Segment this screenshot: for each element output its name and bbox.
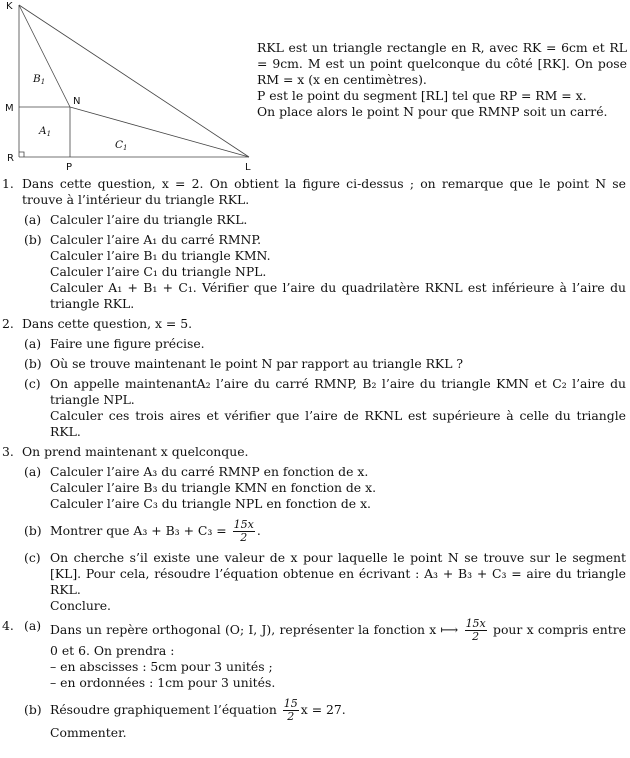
intro-p2: P est le point du segment [RL] tel que RP = RM = x.: [257, 88, 587, 103]
sub-text: Calculer l’aire du triangle RKL.: [50, 212, 248, 227]
label-r: R: [7, 153, 14, 164]
question-3c: [2, 550, 626, 614]
segment-nl: [70, 107, 249, 157]
sub-label: (a): [24, 618, 42, 633]
triangle-figure: [0, 0, 260, 178]
sub-text: Faire une figure précise.: [50, 336, 205, 351]
label-m: M: [5, 103, 14, 114]
question-list: [2, 176, 626, 741]
sub-label: (a): [24, 212, 42, 227]
sub-text: Calculer ces trois aires et vérifier que l’aire de RKNL est supérieure à celle du triangle RKL.: [50, 408, 626, 439]
question-number: 3.: [2, 444, 14, 459]
right-angle-mark: [19, 152, 24, 157]
sub-text: Où se trouve maintenant le point N par rapport au triangle RKL ?: [50, 356, 463, 371]
label-l: L: [245, 162, 251, 173]
fraction: $\frac{15x}{2}$: [465, 617, 486, 643]
sub-text: Calculer l’aire C₁ du triangle NPL.: [50, 264, 267, 279]
label-n: N: [73, 96, 81, 107]
sub-text: Calculer l’aire C₃ du triangle NPL en fonction de x.: [50, 496, 372, 511]
question-4a: [2, 618, 626, 691]
sub-label: (b): [24, 523, 42, 538]
sub-label: (a): [24, 464, 42, 479]
sub-label: (c): [24, 550, 41, 565]
question-2c: [2, 376, 626, 440]
fraction: $\frac{15}{2}$: [283, 697, 298, 723]
sub-label: (b): [24, 232, 42, 247]
sub-label: (b): [24, 356, 42, 371]
problem-statement: [257, 40, 627, 120]
question-number: 1.: [2, 176, 14, 191]
question-text: On prend maintenant x quelconque.: [22, 444, 249, 459]
sub-label: (a): [24, 336, 42, 351]
question-1: [2, 176, 626, 312]
question-1a: [2, 212, 626, 228]
sub-text: On appelle maintenantA₂ l’aire du carré RMNP, B₂ l’aire du triangle KMN et C₂ l’aire du triangle NPL.: [50, 376, 626, 407]
segment-kn: [19, 5, 70, 107]
sub-text: – en ordonnées : 1cm pour 3 unités.: [50, 675, 276, 690]
sub-label: (b): [24, 702, 42, 717]
intro-p3: On place alors le point N pour que RMNP soit un carré.: [257, 104, 608, 119]
question-1b: [2, 232, 626, 312]
sub-text: Calculer l’aire A₃ du carré RMNP en fonction de x.: [50, 464, 369, 479]
label-k: K: [6, 1, 13, 12]
sub-text: Conclure.: [50, 598, 111, 613]
region-b1: B1: [33, 73, 46, 86]
question-2: [2, 316, 626, 440]
question-4b: (b) Résoudre graphiquement l’équation $\frac{15}{2}$ x = 27. Commenter.: [2, 695, 626, 741]
question-text: Dans cette question, x = 5.: [22, 316, 193, 331]
question-2a: [2, 336, 626, 352]
question-4: [2, 618, 626, 741]
question-3: [2, 444, 626, 614]
region-a1: A1: [39, 125, 52, 138]
sub-text: Dans un repère orthogonal (O; I, J), représenter la fonction x ⟼ $\frac{15x}{2}$ pour x compris entre 0 et 6. On prendra :: [50, 617, 626, 658]
question-2b: [2, 356, 626, 372]
sub-text: Calculer l’aire B₁ du triangle KMN.: [50, 248, 271, 263]
fraction: $\frac{15x}{2}$: [233, 518, 254, 544]
sub-text: – en abscisses : 5cm pour 3 unités ;: [50, 659, 273, 674]
region-c1: C1: [115, 139, 128, 152]
intro-p1: RKL est un triangle rectangle en R, avec RK = 6cm et RL = 9cm. M est un point quelconque du côté [RK]. On pose RM = x (x en centimètres).: [257, 40, 627, 87]
sub-text: On cherche s’il existe une valeur de x pour laquelle le point N se trouve sur le segment [KL]. Pour cela, résoudre l’équation obtenue en écrivant : A₃ + B₃ + C₃ = aire du triangle RKL.: [50, 550, 626, 597]
sub-text: Montrer que A₃ + B₃ + C₃ =: [50, 523, 227, 538]
hypotenuse-kl: [19, 5, 249, 157]
question-text: Dans cette question, x = 2. On obtient la figure ci-dessus ; on remarque que le point N se trouve à l’intérieur du triangle RKL.: [22, 176, 626, 207]
sub-text: Commenter.: [50, 725, 127, 740]
sub-text: Calculer l’aire B₃ du triangle KMN en fonction de x.: [50, 480, 377, 495]
sub-text: Calculer A₁ + B₁ + C₁. Vérifier que l’aire du quadrilatère RKNL est inférieure à l’aire du triangle RKL.: [50, 280, 626, 311]
sub-label: (c): [24, 376, 41, 391]
sub-text: Résoudre graphiquement l’équation: [50, 702, 277, 717]
sub-text: Calculer l’aire A₁ du carré RMNP.: [50, 232, 262, 247]
question-3a: [2, 464, 626, 512]
label-p: P: [66, 162, 73, 173]
question-number: 4.: [2, 618, 14, 633]
question-number: 2.: [2, 316, 14, 331]
question-3b: (b) Montrer que A₃ + B₃ + C₃ = $\frac{15x}{2}$ .: [24, 518, 261, 544]
